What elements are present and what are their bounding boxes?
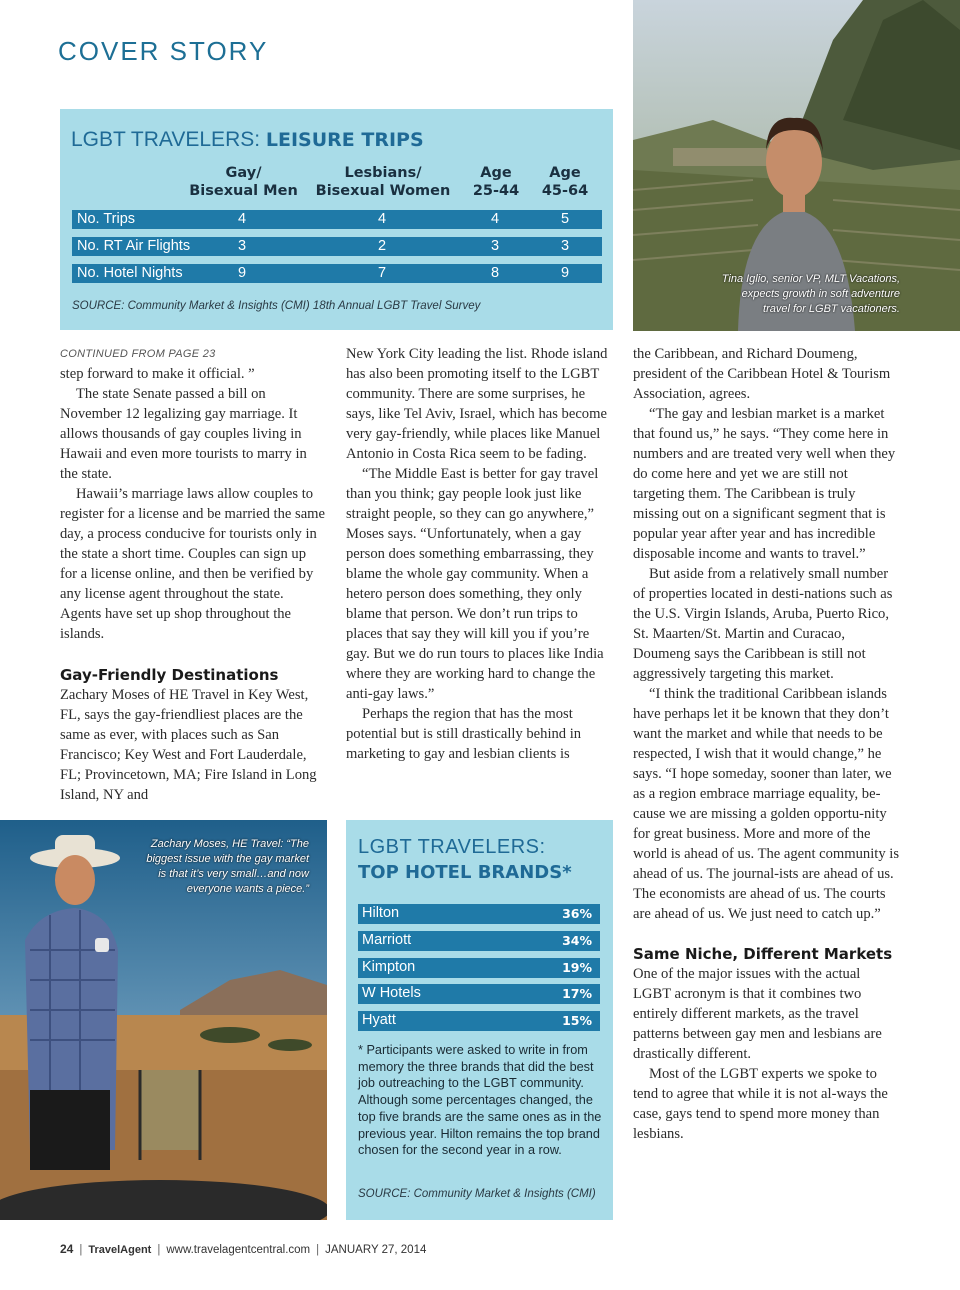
- top-hotel-brands-table: [346, 820, 613, 1220]
- article-paragraph: “I think the traditional Caribbean islands have perhaps let it be known that they don’t want the market and while that needs to be respected, I wish that it would change,” he says. “I hope someday, sooner than later, we as a region embrace marriage equality, be-cause we are missing a golden opportu-nity for great business. More and more of the world is ahead of us. The agent community is ahead of us. The journal-ists are ahead of us. The economists are ahead of us. The courts are ahead of us. We just need to catch up.”: [633, 686, 900, 922]
- article-paragraph: “The Middle East is better for gay travel than you think; gay people look just like straight people, so they can go anywhere,” Moses says. “Unfortunately, when a gay person does something embarrassing, they blame the whole gay community. When a hetero person does something, they only blame that person. We don’t run trips to places that say they will kill you if you’re gay. But we do run tours to places like India where they are working hard to change the anti-gay laws.”: [346, 466, 604, 702]
- article-column-2: [346, 344, 614, 764]
- article-column-1: [60, 344, 326, 805]
- article-paragraph: One of the major issues with the actual LGBT acronym is that it combines two entirely different markets, as the travel patterns between gay men and lesbians are drastically different.: [633, 966, 882, 1062]
- table-row: W Hotels 17%: [358, 984, 600, 1004]
- table-row: Hilton 36%: [358, 904, 600, 924]
- article-paragraph: Perhaps the region that has the most potential but is still drastically behind in marketing to gay and lesbian clients is: [346, 706, 582, 762]
- article-paragraph: step forward to make it official. ”: [60, 366, 255, 382]
- issue-date: JANUARY 27, 2014: [325, 1244, 427, 1256]
- hotel-brands-title-line1: LGBT TRAVELERS:: [358, 836, 546, 858]
- photo-caption-zachary-moses: Zachary Moses, HE Travel: “The biggest issue with the gay market is that it’s very small…and now everyone wants a piece.”: [146, 838, 309, 895]
- hotel-brands-title-line2: TOP HOTEL BRANDS*: [358, 862, 572, 883]
- page-number: 24: [60, 1242, 74, 1256]
- article-paragraph: the Caribbean, and Richard Doumeng, president of the Caribbean Hotel & Tourism Association, agrees.: [633, 346, 891, 402]
- leisure-trips-table: [60, 109, 613, 330]
- table-row: No. Trips 4 4 4 5: [72, 210, 602, 229]
- article-paragraph: Zachary Moses of HE Travel in Key West, FL, says the gay-friendliest places are the same as ever, with places such as San Francisco; Key West and Fort Lauderdale, FL; Provincetown, MA; Fire Island in Long Island, NY and: [60, 687, 317, 803]
- table-row: Marriott 34%: [358, 931, 600, 951]
- subheading-same-niche: Same Niche, Different Markets: [633, 945, 893, 963]
- column-header-age-45-64: Age 45-64: [541, 165, 589, 199]
- page-footer: 24 | TravelAgent | www.travelagentcentral.com | JANUARY 27, 2014: [60, 1242, 427, 1256]
- photo-zachary-moses: [0, 820, 327, 1220]
- article-column-3: [633, 344, 899, 1144]
- article-paragraph: Hawaii’s marriage laws allow couples to register for a license and be married the same day, a process conducive for tourists only in the state a short time. Couples can sign up for a license online, and then be verified by any license agent throughout the state. Agents have set up shop throughout the islands.: [60, 486, 325, 642]
- table-row: Hyatt 15%: [358, 1011, 600, 1031]
- column-header-gay-bisexual-men: Gay/ Bisexual Men: [189, 165, 298, 199]
- photo-tina-iglio: [633, 0, 960, 331]
- publication-name: TravelAgent: [88, 1244, 152, 1256]
- continued-from-label: CONTINUED FROM PAGE 23: [60, 348, 216, 360]
- leisure-trips-title: LGBT TRAVELERS: LEISURE TRIPS: [71, 128, 424, 151]
- article-paragraph: The state Senate passed a bill on November 12 legalizing gay marriage. It allows thousands of gay couples living in Hawaii and even more tourists to marry in the state.: [60, 386, 307, 482]
- subheading-gay-friendly-destinations: Gay-Friendly Destinations: [60, 666, 279, 684]
- article-paragraph: “The gay and lesbian market is a market that found us,” he says. “They come here in numbers and are treated very well when they do come here and yet we are still not targeting them. The Caribbean is truly missing out on a significant segment that is popular year after year and has incredible disposable income and wants to travel.”: [633, 406, 896, 562]
- table-source: SOURCE: Community Market & Insights (CMI): [358, 1188, 596, 1200]
- table-row: No. RT Air Flights 3 2 3 3: [72, 237, 602, 256]
- article-paragraph: Most of the LGBT experts we spoke to tend to agree that while it is not al-ways the case, gays tend to spend more money than lesbians.: [633, 1066, 888, 1142]
- section-label: COVER STORY: [58, 36, 269, 66]
- publication-url: www.travelagentcentral.com: [166, 1244, 311, 1256]
- column-header-lesbians-bisexual-women: Lesbians/ Bisexual Women: [315, 165, 451, 199]
- photo-caption-tina-iglio: Tina Iglio, senior VP, MLT Vacations, expects growth in soft adventure travel for LGBT vacationers.: [721, 273, 900, 315]
- table-row: Kimpton 19%: [358, 958, 600, 978]
- article-paragraph: New York City leading the list. Rhode island has also been promoting itself to the LGBT community. There are some surprises, he says, like Tel Aviv, Israel, which has become very gay-friendly, while places like Manuel Antonio in Costa Rica seem to be fading.: [346, 346, 608, 462]
- article-paragraph: But aside from a relatively small number of properties located in desti-nations such as the U.S. Virgin Islands, Aruba, Puerto Rico, St. Maarten/St. Martin and Curacao, Doumeng says the Caribbean is still not aggressively targeting this market.: [633, 566, 893, 682]
- table-row: No. Hotel Nights 9 7 8 9: [72, 264, 602, 283]
- column-header-age-25-44: Age 25-44: [472, 165, 520, 199]
- table-source: SOURCE: Community Market & Insights (CMI) 18th Annual LGBT Travel Survey: [72, 300, 481, 312]
- hotel-brands-footnote: * Participants were asked to write in from memory the three brands that did the best job outreaching to the LGBT community. Although some percentages changed, the top five brands are the same ones as in the previous year. Hilton remains the top brand chosen for the second year in a row.: [358, 1043, 602, 1158]
